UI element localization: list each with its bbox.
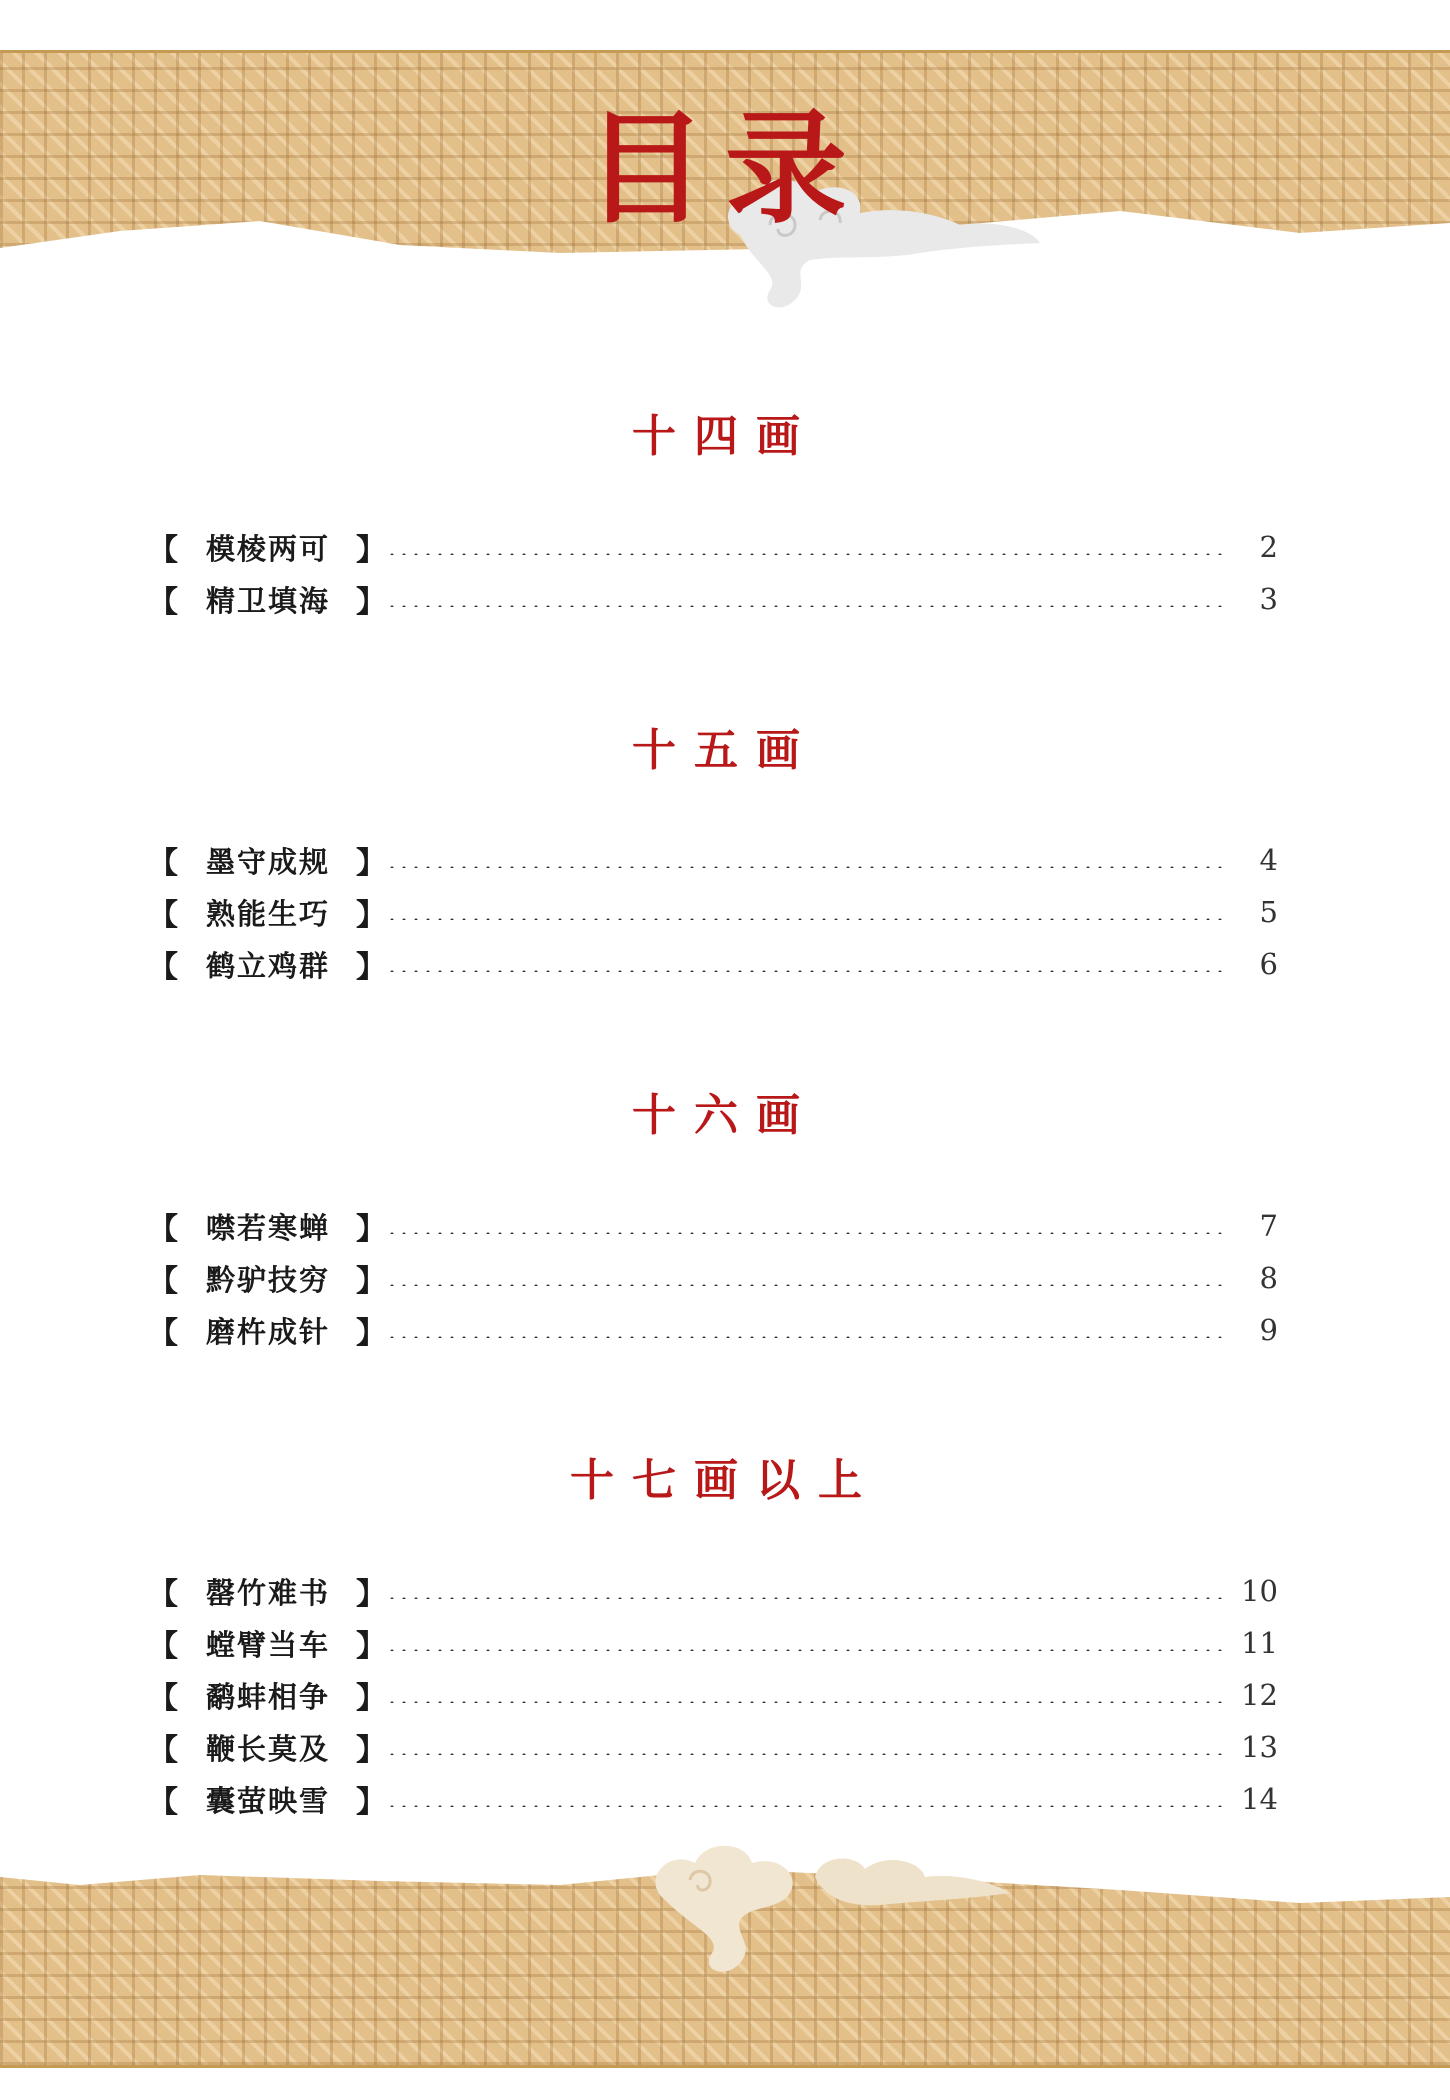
- open-bracket: 【: [148, 1681, 178, 1716]
- open-bracket: 【: [148, 1629, 178, 1664]
- page-number: 6: [1259, 947, 1278, 981]
- entry-title: 罄竹难书: [206, 1575, 331, 1610]
- close-bracket: 】: [356, 1577, 386, 1612]
- dot-leader: [386, 553, 1230, 555]
- dot-leader: [386, 866, 1230, 868]
- section-heading-15-strokes: 十五画: [632, 725, 818, 776]
- close-bracket: 】: [356, 950, 386, 985]
- page-number: 12: [1241, 1678, 1278, 1712]
- dot-leader: [386, 1284, 1230, 1286]
- open-bracket: 【: [148, 1316, 178, 1351]
- entry-title: 鹬蚌相争: [206, 1679, 331, 1714]
- toc-entry[interactable]: [148, 1622, 1278, 1664]
- open-bracket: 【: [148, 533, 178, 568]
- close-bracket: 】: [356, 1212, 386, 1247]
- open-bracket: 【: [148, 1733, 178, 1768]
- toc-entry[interactable]: [148, 1726, 1278, 1768]
- page-number: 2: [1259, 530, 1278, 564]
- toc-entry[interactable]: [148, 526, 1278, 568]
- entry-title: 磨杵成针: [206, 1314, 331, 1349]
- page-number: 3: [1259, 582, 1278, 616]
- page-number: 4: [1259, 843, 1278, 877]
- page-number: 10: [1241, 1574, 1278, 1608]
- page-number: 9: [1259, 1313, 1278, 1347]
- dot-leader: [386, 1232, 1230, 1234]
- toc-entry[interactable]: [148, 1309, 1278, 1351]
- close-bracket: 】: [356, 1681, 386, 1716]
- open-bracket: 【: [148, 1785, 178, 1820]
- section-heading-17-plus-strokes: 十七画以上: [570, 1455, 880, 1506]
- toc-entry[interactable]: [148, 839, 1278, 881]
- toc-entry[interactable]: [148, 1257, 1278, 1299]
- page-title: 目录: [585, 98, 865, 240]
- open-bracket: 【: [148, 1264, 178, 1299]
- dot-leader: [386, 1597, 1229, 1599]
- dot-leader: [386, 1649, 1229, 1651]
- entry-title: 墨守成规: [206, 844, 331, 879]
- open-bracket: 【: [148, 898, 178, 933]
- open-bracket: 【: [148, 950, 178, 985]
- section-heading-14-strokes: 十四画: [632, 411, 818, 462]
- dot-leader: [386, 605, 1230, 607]
- close-bracket: 】: [356, 533, 386, 568]
- toc-entry[interactable]: [148, 1674, 1278, 1716]
- entry-title: 噤若寒蝉: [206, 1210, 331, 1245]
- auspicious-cloud-icon: [640, 1835, 1060, 1995]
- close-bracket: 】: [356, 1733, 386, 1768]
- entry-title: 鞭长莫及: [206, 1731, 331, 1766]
- open-bracket: 【: [148, 1212, 178, 1247]
- page-number: 13: [1241, 1730, 1278, 1764]
- page-number: 14: [1241, 1782, 1278, 1816]
- dot-leader: [386, 918, 1230, 920]
- close-bracket: 】: [356, 846, 386, 881]
- entry-title: 鹤立鸡群: [206, 948, 331, 983]
- page-number: 11: [1241, 1626, 1278, 1660]
- dot-leader: [386, 970, 1230, 972]
- toc-entry[interactable]: [148, 943, 1278, 985]
- dot-leader: [386, 1753, 1229, 1755]
- page-number: 7: [1259, 1209, 1278, 1243]
- toc-entry[interactable]: [148, 1570, 1278, 1612]
- toc-entry[interactable]: [148, 578, 1278, 620]
- dot-leader: [386, 1336, 1230, 1338]
- dot-leader: [386, 1805, 1229, 1807]
- toc-entry[interactable]: [148, 1205, 1278, 1247]
- close-bracket: 】: [356, 1785, 386, 1820]
- toc-entry[interactable]: [148, 1778, 1278, 1820]
- entry-title: 精卫填海: [206, 583, 331, 618]
- toc-entry[interactable]: [148, 891, 1278, 933]
- page-number: 5: [1259, 895, 1278, 929]
- close-bracket: 】: [356, 585, 386, 620]
- entry-title: 模棱两可: [206, 531, 331, 566]
- close-bracket: 】: [356, 1316, 386, 1351]
- open-bracket: 【: [148, 846, 178, 881]
- entry-title: 囊萤映雪: [206, 1783, 331, 1818]
- entry-title: 熟能生巧: [206, 896, 331, 931]
- section-heading-16-strokes: 十六画: [632, 1090, 818, 1141]
- dot-leader: [386, 1701, 1229, 1703]
- close-bracket: 】: [356, 1264, 386, 1299]
- entry-title: 螳臂当车: [206, 1627, 331, 1662]
- close-bracket: 】: [356, 898, 386, 933]
- entry-title: 黔驴技穷: [206, 1262, 331, 1297]
- open-bracket: 【: [148, 1577, 178, 1612]
- page-number: 8: [1259, 1261, 1278, 1295]
- open-bracket: 【: [148, 585, 178, 620]
- close-bracket: 】: [356, 1629, 386, 1664]
